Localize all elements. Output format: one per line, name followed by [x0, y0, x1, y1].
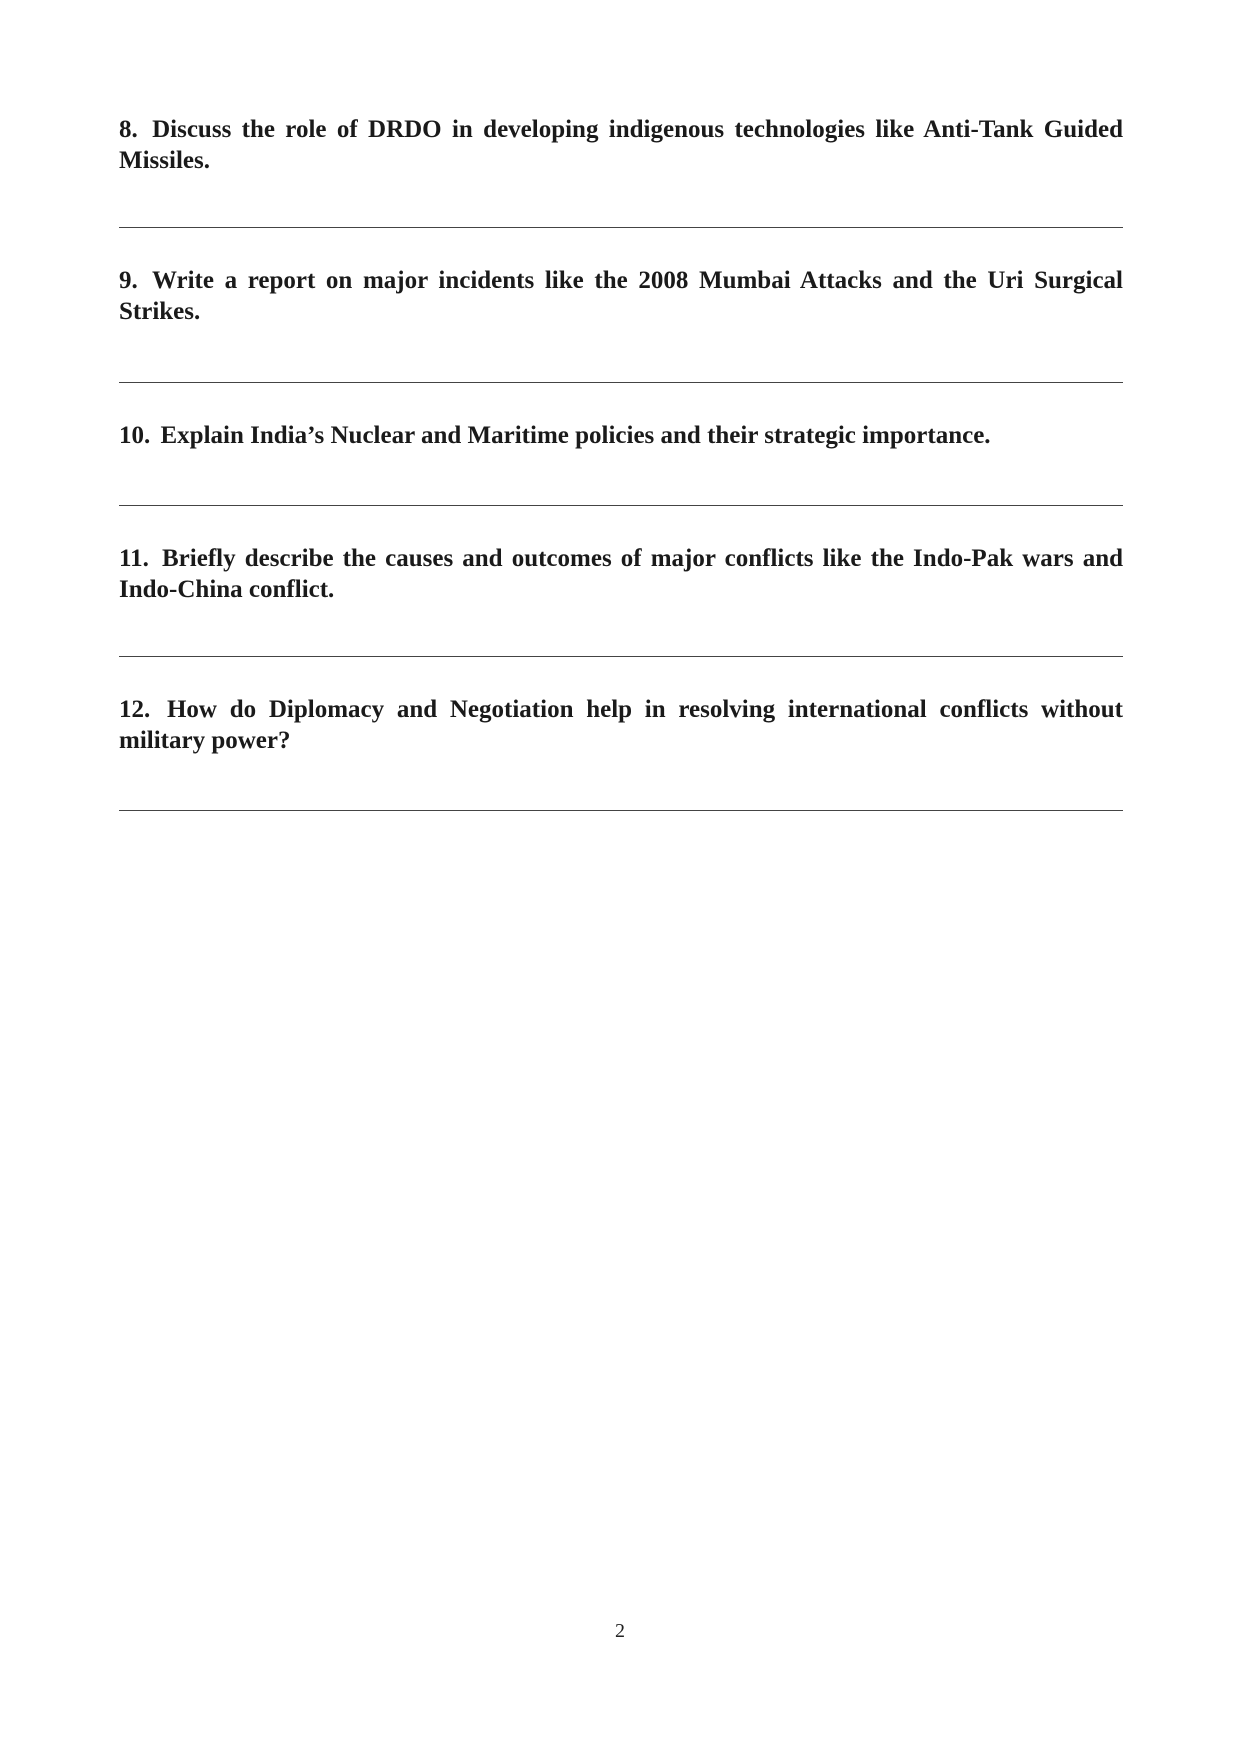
question-9	[119, 265, 1123, 327]
question-number: 10.	[119, 422, 151, 449]
question-12	[119, 694, 1123, 756]
question-text: Discuss the role of DRDO in developing indigenous technologies like Anti-Tank Guided Missiles.	[119, 116, 1124, 174]
answer-line	[119, 382, 1123, 383]
question-number: 9.	[119, 267, 138, 294]
answer-line	[119, 810, 1123, 811]
question-text: How do Diplomacy and Negotiation help in resolving international conflicts without military power?	[119, 696, 1124, 754]
question-text: Explain India’s Nuclear and Maritime policies and their strategic importance.	[160, 422, 991, 449]
page-number: 2	[615, 1620, 625, 1642]
question-11	[119, 543, 1123, 605]
answer-line	[119, 656, 1123, 657]
answer-line	[119, 505, 1123, 506]
question-list	[119, 114, 1123, 811]
question-text: Briefly describe the causes and outcomes of major conflicts like the Indo-Pak wars and Indo-China conflict.	[119, 545, 1124, 603]
question-number: 8.	[119, 116, 138, 143]
question-number: 12.	[119, 696, 151, 723]
question-number: 11.	[119, 545, 149, 572]
question-text: Write a report on major incidents like the 2008 Mumbai Attacks and the Uri Surgical Strikes.	[119, 267, 1123, 325]
question-8	[119, 114, 1123, 176]
answer-line	[119, 227, 1123, 228]
question-10	[119, 420, 1123, 451]
